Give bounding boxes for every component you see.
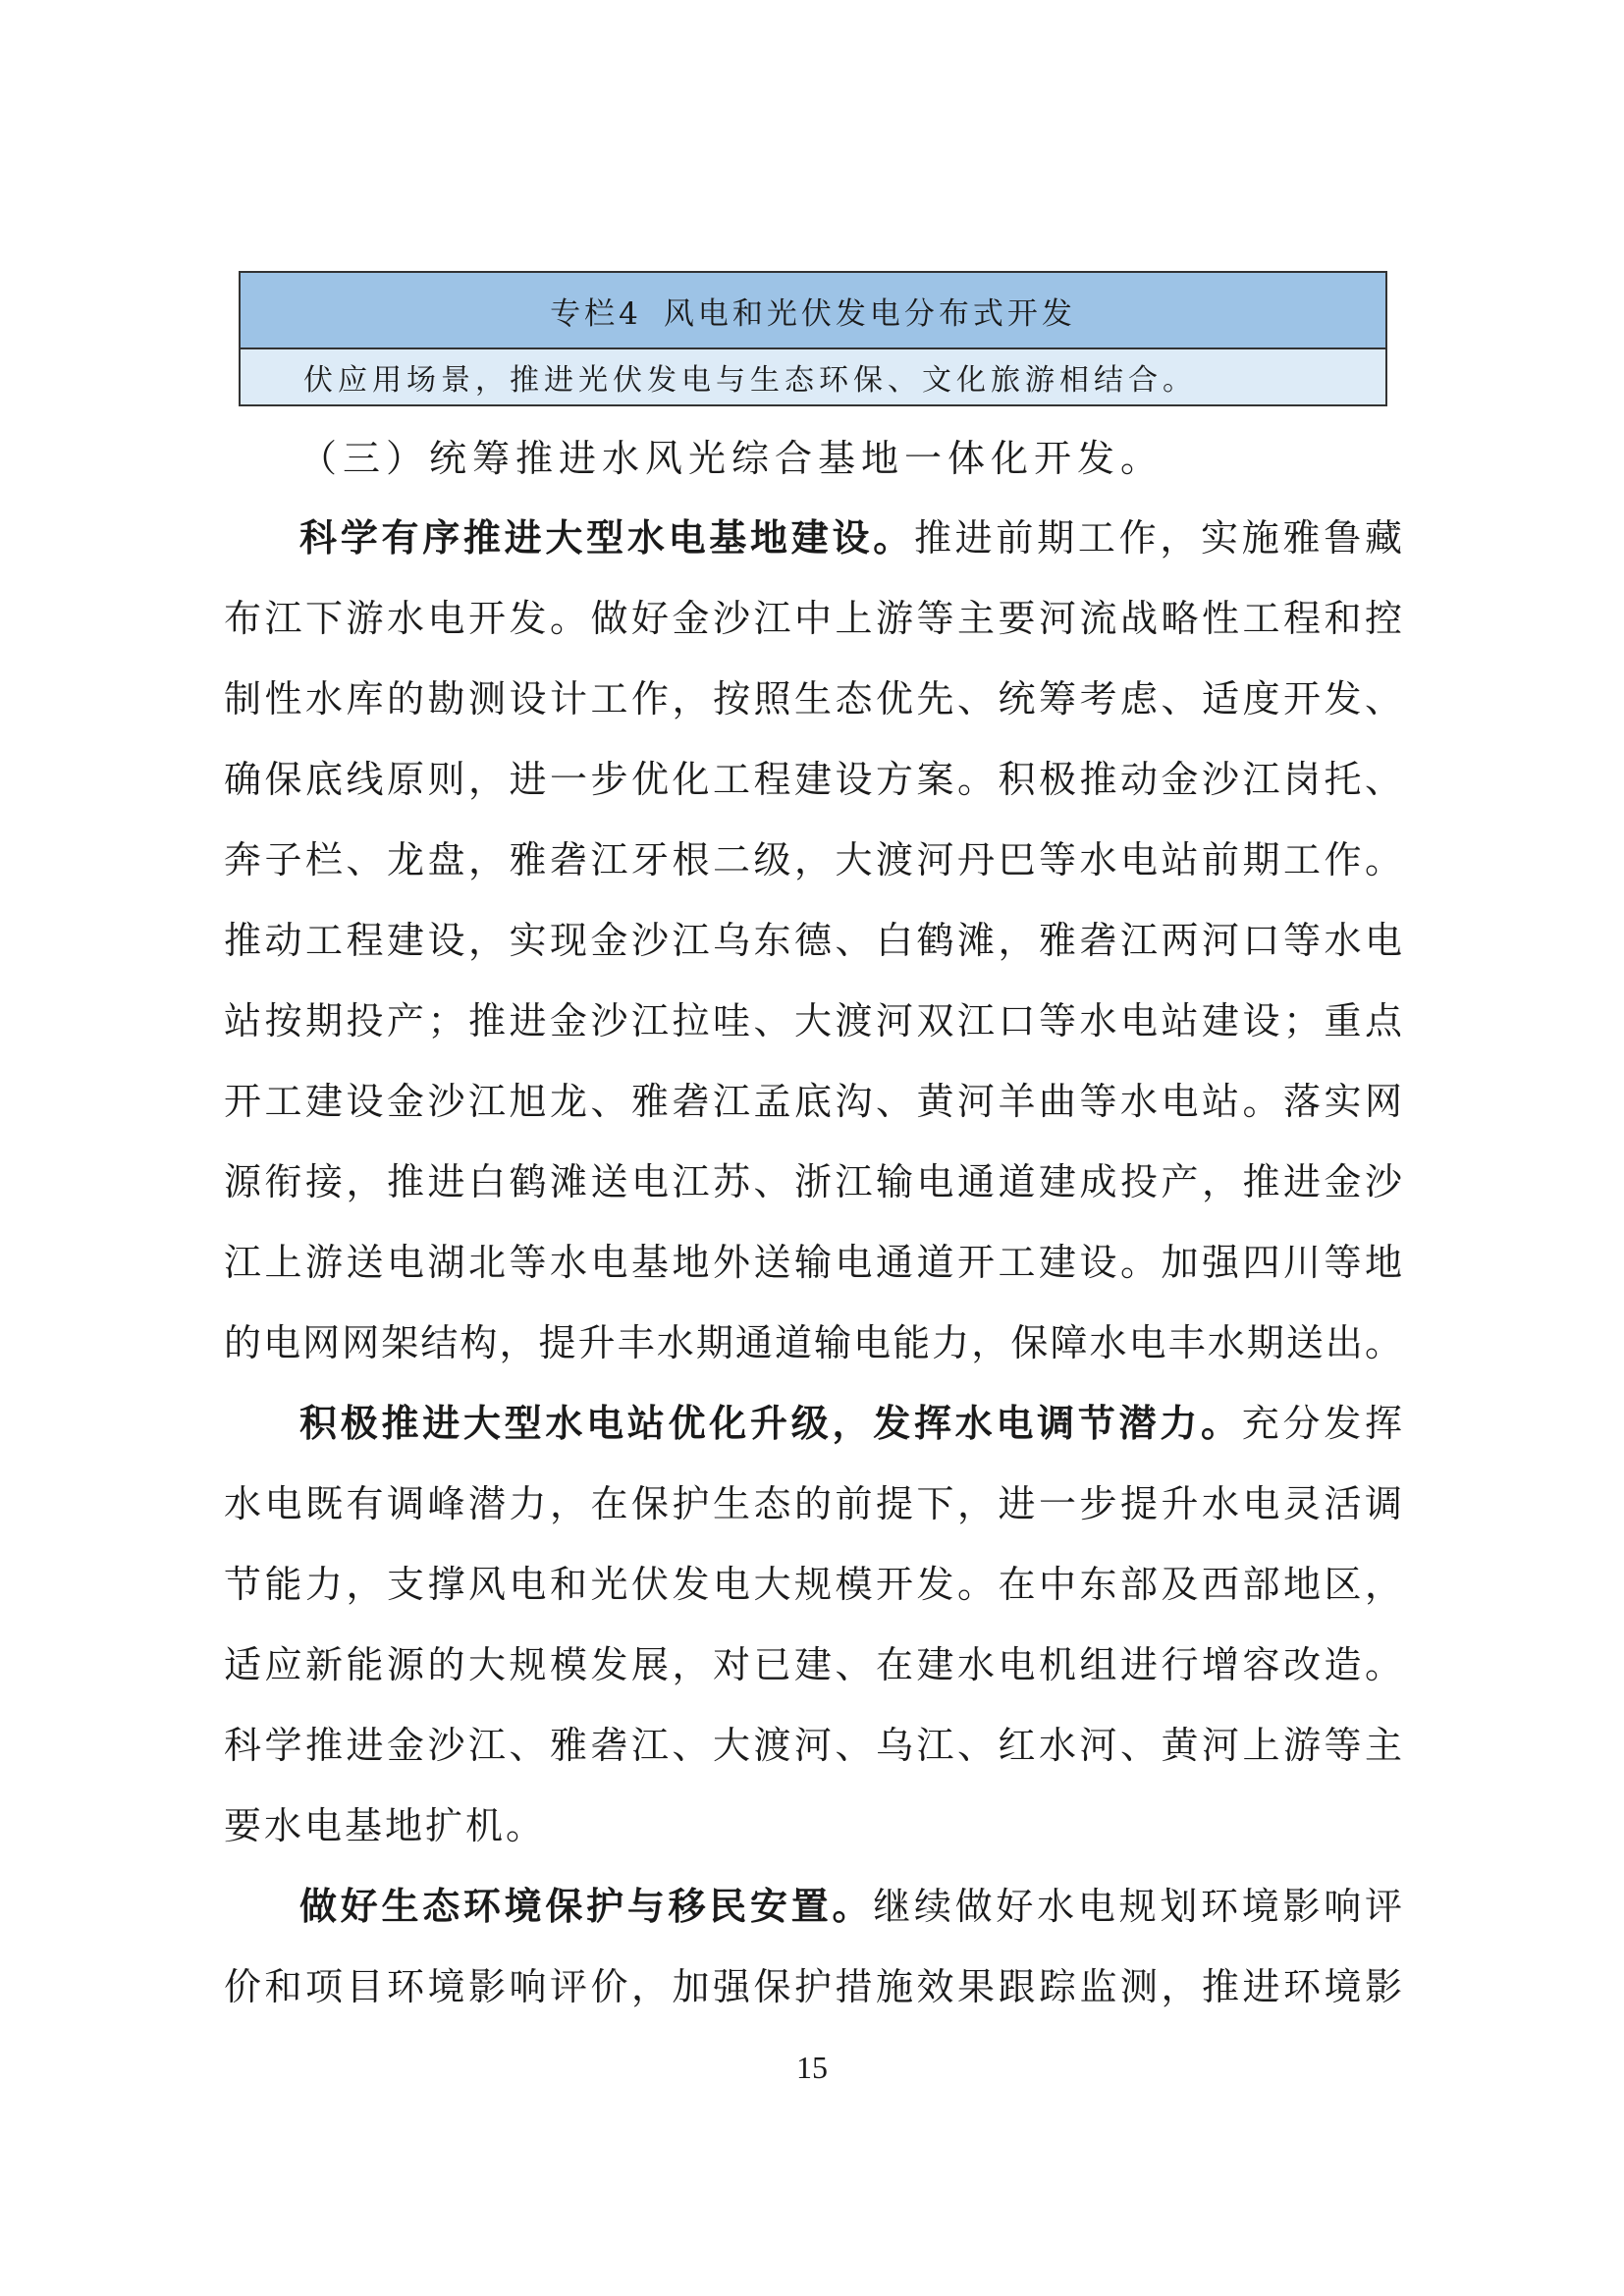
para3-line: 价和项目环境影响评价，加强保护措施效果跟踪监测，推进环境影 xyxy=(224,1965,1402,2008)
para1-line: 奔子栏、龙盘，雅砻江牙根二级，大渡河丹巴等水电站前期工作。 xyxy=(224,838,1402,881)
para1-first-line xyxy=(299,514,1402,561)
para1-line: 制性水库的勘测设计工作，按照生态优先、统筹考虑、适度开发、 xyxy=(224,677,1402,721)
para1-line: 江上游送电湖北等水电基地外送输电通道开工建设。加强四川等地 xyxy=(224,1241,1402,1284)
feature-box-body: 伏应用场景，推进光伏发电与生态环保、文化旅游相结合。 xyxy=(241,349,1385,404)
para1-line: 站按期投产；推进金沙江拉哇、大渡河双江口等水电站建设；重点 xyxy=(224,999,1402,1042)
para3-lead: 做好生态环境保护与移民安置。 xyxy=(299,1884,874,1928)
para2-line: 科学推进金沙江、雅砻江、大渡河、乌江、红水河、黄河上游等主 xyxy=(224,1724,1402,1767)
para2-line: 适应新能源的大规模发展，对已建、在建水电机组进行增容改造。 xyxy=(224,1643,1402,1686)
para2-line: 要水电基地扩机。 xyxy=(224,1804,547,1847)
page-number: 15 xyxy=(796,2050,828,2085)
feature-box-title: 风电和光伏发电分布式开发 xyxy=(663,295,1076,332)
para1-line: 开工建设金沙江旭龙、雅砻江孟底沟、黄河羊曲等水电站。落实网 xyxy=(224,1080,1402,1123)
para1-line: 确保底线原则，进一步优化工程建设方案。积极推动金沙江岗托、 xyxy=(224,758,1402,801)
para1-line: 布江下游水电开发。做好金沙江中上游等主要河流战略性工程和控 xyxy=(224,597,1402,640)
para2-line: 节能力，支撑风电和光伏发电大规模开发。在中东部及西部地区， xyxy=(224,1563,1402,1606)
section-heading: （三）统筹推进水风光综合基地一体化开发。 xyxy=(299,437,1164,480)
para1-line: 的电网网架结构，提升丰水期通道输电能力，保障水电丰水期送出。 xyxy=(224,1321,1402,1364)
para1-lead: 科学有序推进大型水电基地建设。 xyxy=(299,515,914,560)
feature-box-number: 专栏4 xyxy=(550,295,642,332)
feature-box xyxy=(239,271,1387,406)
feature-box-header xyxy=(241,273,1385,349)
para1-lead-rest: 推进前期工作，实施雅鲁藏 xyxy=(913,516,1402,560)
para1-line: 源衔接，推进白鹤滩送电江苏、浙江输电通道建成投产，推进金沙 xyxy=(224,1160,1402,1203)
para2-lead: 积极推进大型水电站优化升级，发挥水电调节潜力。 xyxy=(299,1401,1242,1445)
para2-first-line xyxy=(299,1400,1402,1447)
para3-lead-rest: 继续做好水电规划环境影响评 xyxy=(873,1885,1402,1928)
para3-first-line xyxy=(299,1883,1402,1930)
para2-lead-rest: 充分发挥 xyxy=(1241,1402,1402,1445)
para2-line: 水电既有调峰潜力，在保护生态的前提下，进一步提升水电灵活调 xyxy=(224,1482,1402,1525)
para1-line: 推动工程建设，实现金沙江乌东德、白鹤滩，雅砻江两河口等水电 xyxy=(224,919,1402,962)
